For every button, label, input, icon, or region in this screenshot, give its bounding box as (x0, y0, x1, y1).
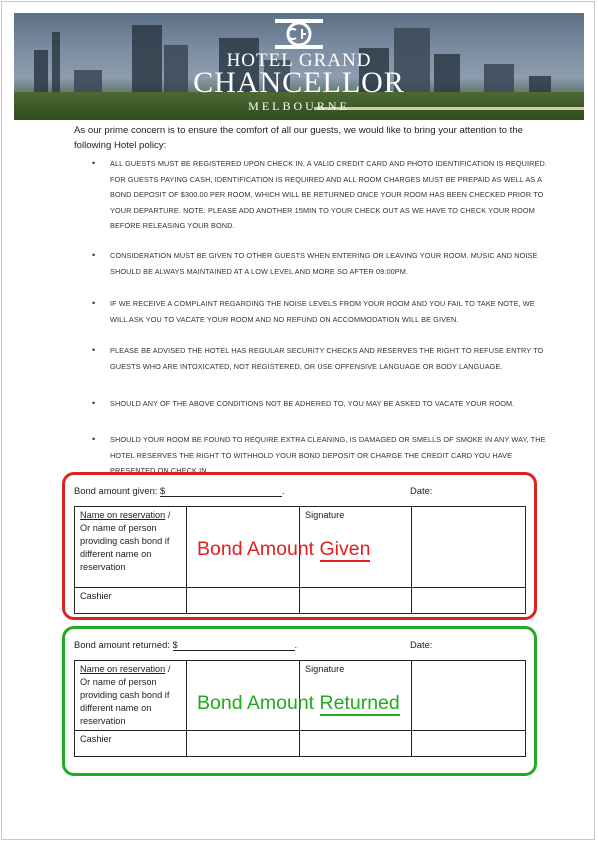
name-on-reservation-cell: Name on reservation / Or name of person providing cash bond if different name on reservation (75, 507, 187, 588)
policy-item: • PLEASE BE ADVISED THE HOTEL HAS REGULAR SECURITY CHECKS AND RESERVES THE RIGHT TO REFUSE ENTRY TO GUESTS WHO ARE INTOXICATED, NOT REGISTERED, OR USE OFFENSIVE LANGUAGE OR BODY LANGUAGE. (92, 345, 544, 371)
policy-item: • CONSIDERATION MUST BE GIVEN TO OTHER GUESTS WHEN ENTERING OR LEAVING YOUR ROOM. MUSIC AND NOISE SHOULD BE ALWAYS MAINTAINED AT A LOW LEVEL AND MORE SO AFTER 09:00PM. (92, 250, 538, 276)
cashier-extra-cell[interactable] (300, 731, 412, 757)
bond-given-table (74, 506, 526, 614)
signature-input-cell[interactable] (412, 507, 526, 588)
signature-cell: Signature (300, 661, 412, 731)
signature-input-cell[interactable] (412, 661, 526, 731)
hotel-emblem-icon (269, 17, 329, 51)
logo-text-chancellor: CHANCELLOR (193, 66, 405, 99)
bond-given-amount-field[interactable]: $ (160, 485, 282, 497)
cashier-extra-cell[interactable] (412, 731, 526, 757)
policy-item: • IF WE RECEIVE A COMPLAINT REGARDING THE NOISE LEVELS FROM YOUR ROOM AND YOU FAIL TO TAKE NOTE, WE WILL ASK YOU TO VACATE YOUR ROOM AND NO REFUND ON ACCOMMODATION WILL BE GIVEN. (92, 298, 535, 324)
cashier-extra-cell[interactable] (412, 588, 526, 614)
name-on-reservation-cell: Name on reservation / Or name of person providing cash bond if different name on reservation (75, 661, 187, 731)
bond-given-label: Bond amount given: (74, 485, 160, 496)
bond-returned-amount-field[interactable]: $ (173, 639, 295, 651)
intro-paragraph: As our prime concern is to ensure the comfort of all our guests, we would like to bring your attention to the following Hotel policy: (74, 125, 524, 151)
bond-given-amount-row: Bond amount given: $ . (74, 485, 285, 496)
cashier-cell: Cashier (75, 588, 187, 614)
header-banner (14, 13, 584, 120)
bullet-icon: • (92, 398, 96, 408)
hotel-logo (14, 13, 584, 120)
cashier-cell: Cashier (75, 731, 187, 757)
bullet-icon: • (92, 434, 96, 444)
bullet-icon: • (92, 158, 96, 168)
bond-given-date-label: Date: (410, 485, 433, 496)
bond-returned-date-label: Date: (410, 639, 433, 650)
policy-item: • SHOULD ANY OF THE ABOVE CONDITIONS NOT BE ADHERED TO, YOU MAY BE ASKED TO VACATE YOUR ROOM. (74, 396, 550, 412)
bullet-icon: • (92, 250, 96, 260)
bond-amount-given-overlay: Bond Amount Given (197, 538, 371, 560)
bond-returned-label: Bond amount returned: (74, 639, 173, 650)
policy-item: • SHOULD YOUR ROOM BE FOUND TO REQUIRE EXTRA CLEANING, IS DAMAGED OR SMELLS OF SMOKE IN ANY WAY, THE HOTEL RESERVES THE RIGHT TO WITHHOLD YOUR BOND DEPOSIT OR CHARGE THE CREDIT CARD YOU HAVE PRESENTED ON CHECK IN. (92, 434, 546, 475)
cashier-input-cell[interactable] (187, 731, 300, 757)
bullet-icon: • (92, 298, 96, 308)
bond-amount-returned-overlay: Bond Amount Returned (197, 692, 400, 714)
bullet-icon: • (92, 345, 96, 355)
cashier-input-cell[interactable] (187, 588, 300, 614)
signature-cell: Signature (300, 507, 412, 588)
bond-returned-amount-row: Bond amount returned: $ . (74, 639, 298, 650)
logo-text-melbourne: MELBOURNE (248, 99, 350, 113)
cashier-extra-cell[interactable] (300, 588, 412, 614)
policy-item: • ALL GUESTS MUST BE REGISTERED UPON CHECK IN, A VALID CREDIT CARD AND PHOTO IDENTIFICATION IS REQUIRED. FOR GUESTS PAYING CASH, IDENTIFICATION IS REQUIRED AND ALL ROOM CHARGES MUST BE PREPAID AS WELL AS A BOND DEPOSIT OF $300.00 PER ROOM, WHICH WILL BE RETURNED ONCE YOUR ROOM HAS BEEN CHECKED PRIOR TO YOUR DEPARTURE. NOTE: PLEASE ADD ANOTHER 15MIN TO YOUR CHECK OUT AS WE HAVE TO CHECK YOUR ROOM BEFORE RELEASING YOUR BOND. (92, 158, 548, 230)
table-row (75, 588, 526, 614)
logo-text-hotel-grand: HOTEL GRAND (226, 50, 372, 71)
table-row (75, 731, 526, 757)
